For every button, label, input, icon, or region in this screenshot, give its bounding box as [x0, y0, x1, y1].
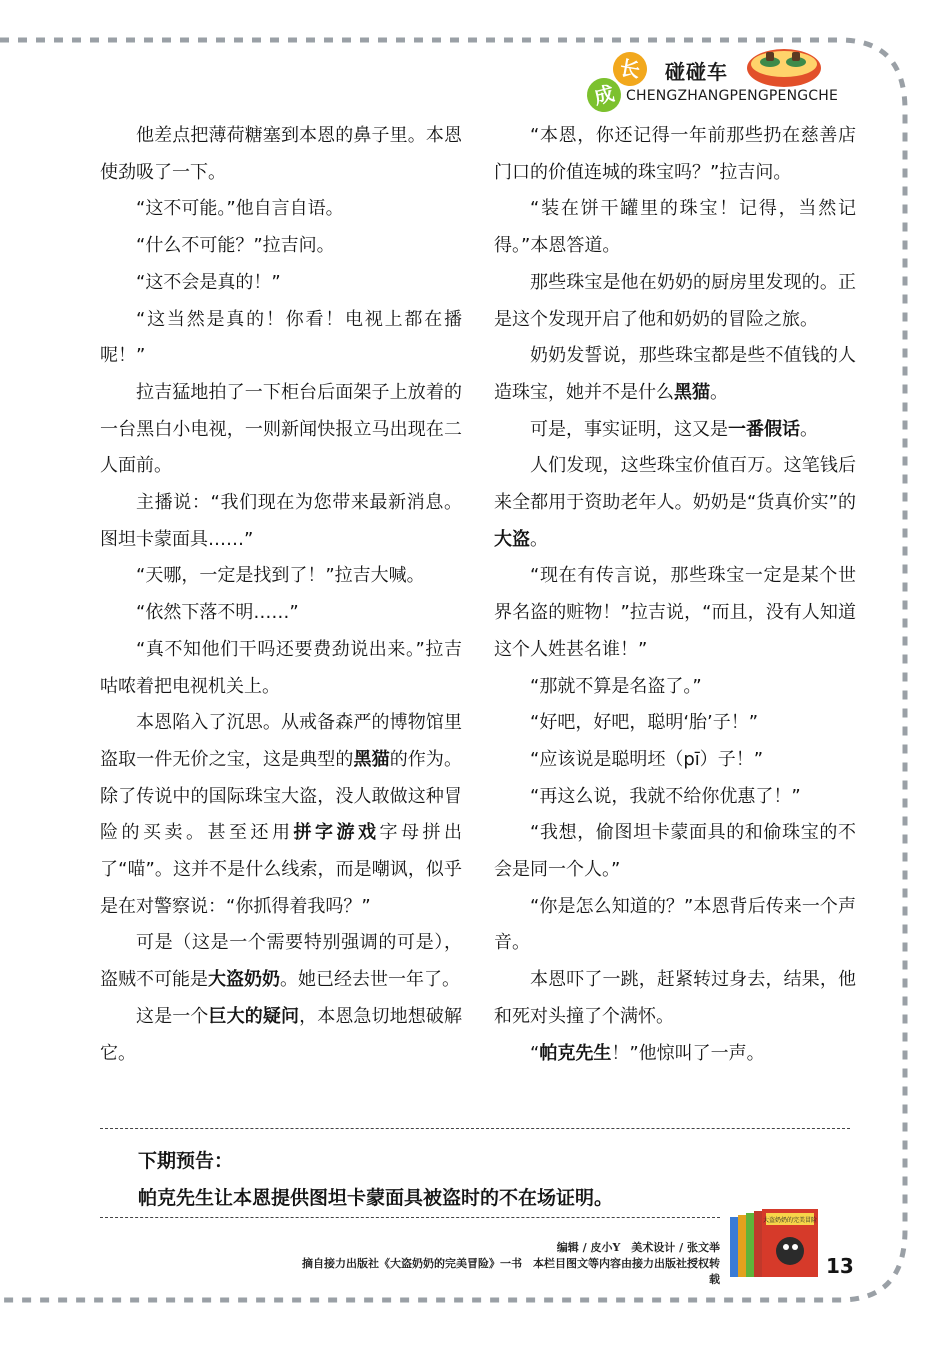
text-run: 可是（这是一个需要特别强调的可是），盗贼不可能是	[100, 932, 462, 991]
column-subtitle: CHENGZHANGPENGPENGCHE	[626, 88, 839, 104]
bowl-icon	[745, 42, 823, 90]
bold-term: 大盗	[494, 528, 530, 550]
paragraph: “这不会是真的！”	[136, 271, 281, 293]
text-run: 人们发现，这些珠宝价值百万。这笔钱后来全都用于资助老年人。奶奶是“货真价实”的	[494, 455, 856, 514]
bold-term: 帕克先生	[539, 1042, 612, 1064]
paragraph: “我想，偷图坦卡蒙面具的和偷珠宝的不会是同一个人。”	[494, 822, 856, 881]
paragraph	[494, 412, 856, 449]
text-run: 。	[710, 381, 728, 403]
paragraph: “这当然是真的！你看！电视上都在播呢！”	[100, 308, 462, 367]
bold-term: 黑猫	[353, 748, 390, 770]
paragraph: “那就不算是名盗了。”	[530, 675, 702, 697]
paragraph	[494, 1036, 856, 1073]
text-run: 的作为。除了传说中的国际珠宝大盗，没人敢做这种冒险的买卖。甚至还用	[100, 748, 463, 844]
paragraph: “这不可能。”他自言自语。	[136, 198, 344, 220]
paragraph: “好吧，好吧，聪明‘胎’子！”	[530, 712, 759, 734]
paragraph: “什么不可能？”拉吉问。	[136, 235, 335, 257]
paragraph	[100, 999, 462, 1072]
story-column-left	[100, 118, 462, 1072]
preview-text: 帕克先生让本恩提供图坦卡蒙面具被盗时的不在场证明。	[138, 1187, 614, 1209]
bold-term: 拼字游戏	[293, 822, 380, 844]
paragraph: 主播说：“我们现在为您带来最新消息。图坦卡蒙面具……”	[100, 492, 462, 550]
bold-term: 黑猫	[674, 381, 710, 403]
divider	[100, 1128, 850, 1129]
book-stack-image	[728, 1207, 820, 1279]
logo-badge-cheng: 成	[583, 74, 624, 115]
column-title: 碰碰车	[665, 60, 728, 84]
bold-term: 大盗奶奶	[208, 969, 280, 991]
page-number: 13	[826, 1254, 854, 1278]
text-run: 这是一个	[136, 1005, 209, 1027]
paragraph	[100, 118, 462, 191]
text-run: 。她已经去世一年了。	[280, 969, 460, 991]
paragraph	[494, 338, 856, 411]
bold-term: 一番假话	[728, 418, 800, 440]
paragraph: “依然下落不明……”	[136, 602, 299, 624]
paragraph-text: 他差点把薄荷糖塞到本恩的鼻子里。本恩使劲吸了一下。	[100, 125, 462, 183]
paragraph: “本恩，你还记得一年前那些扔在慈善店门口的价值连城的珠宝吗？”拉吉问。	[494, 125, 856, 183]
paragraph: “天哪，一定是找到了！”拉吉大喊。	[136, 565, 425, 587]
text-run: 本恩陷入了沉思。从戒备森严的博物馆里盗取一件无价之宝，这是典型的	[100, 712, 462, 770]
credits-editor: 编辑 / 皮小Y 美术设计 / 张文举	[556, 1241, 720, 1254]
paragraph: 本恩吓了一跳，赶紧转过身去，结果，他和死对头撞了个满怀。	[494, 969, 856, 1027]
paragraph: “再这么说，我就不给你优惠了！”	[530, 785, 801, 807]
story-column-right	[494, 118, 856, 1072]
divider	[100, 1217, 720, 1218]
paragraph: “你是怎么知道的？”本恩背后传来一个声音。	[494, 895, 856, 954]
logo-badge-zhang: 长	[610, 49, 649, 88]
paragraph	[494, 448, 856, 558]
text-run: 可是，事实证明，这又是	[530, 418, 728, 440]
paragraph: 拉吉猛地拍了一下柜台后面架子上放着的一台黑白小电视，一则新闻快报立马出现在二人面前。	[100, 381, 462, 477]
paragraph: “装在饼干罐里的珠宝！记得，当然记得。”本恩答道。	[494, 198, 856, 257]
paragraph: “真不知他们干吗还要费劲说出来。”拉吉咕哝着把电视机关上。	[100, 638, 462, 697]
paragraph: 那些珠宝是他在奶奶的厨房里发现的。正是这个发现开启了他和奶奶的冒险之旅。	[494, 271, 856, 330]
text-run: 。	[800, 418, 818, 440]
text-run: ，本恩急切地想破解它。	[100, 1005, 463, 1064]
credits-source: 摘自接力出版社《大盗奶奶的完美冒险》一书 本栏目图文等内容由接力出版社授权转载	[302, 1257, 720, 1286]
text-run: 。	[530, 528, 548, 550]
preview-title: 下期预告：	[138, 1150, 234, 1172]
text-run: ！”他惊叫了一声。	[611, 1042, 765, 1064]
bold-term: 巨大的疑问	[208, 1005, 300, 1027]
column-header	[585, 40, 845, 120]
text-run: 奶奶发誓说，那些珠宝都是些不值钱的人造珠宝，她并不是什么	[494, 345, 856, 403]
text-run: 字母拼出了“喵”。这并不是什么线索，而是嘲讽，似乎是在对警察说：“你抓得着我吗？”	[100, 822, 462, 917]
paragraph: “现在有传言说，那些珠宝一定是某个世界名盗的赃物！”拉吉说，“而且，没有人知道这个人姓甚名谁！”	[494, 565, 856, 660]
paragraph	[100, 925, 462, 998]
book-cover-title: 大盗奶奶的完美冒险	[762, 1217, 818, 1224]
paragraph: “应该说是聪明坯（pī）子！”	[530, 748, 764, 770]
text-run: “	[530, 1042, 540, 1064]
credits	[300, 1240, 720, 1288]
paragraph	[100, 705, 462, 925]
